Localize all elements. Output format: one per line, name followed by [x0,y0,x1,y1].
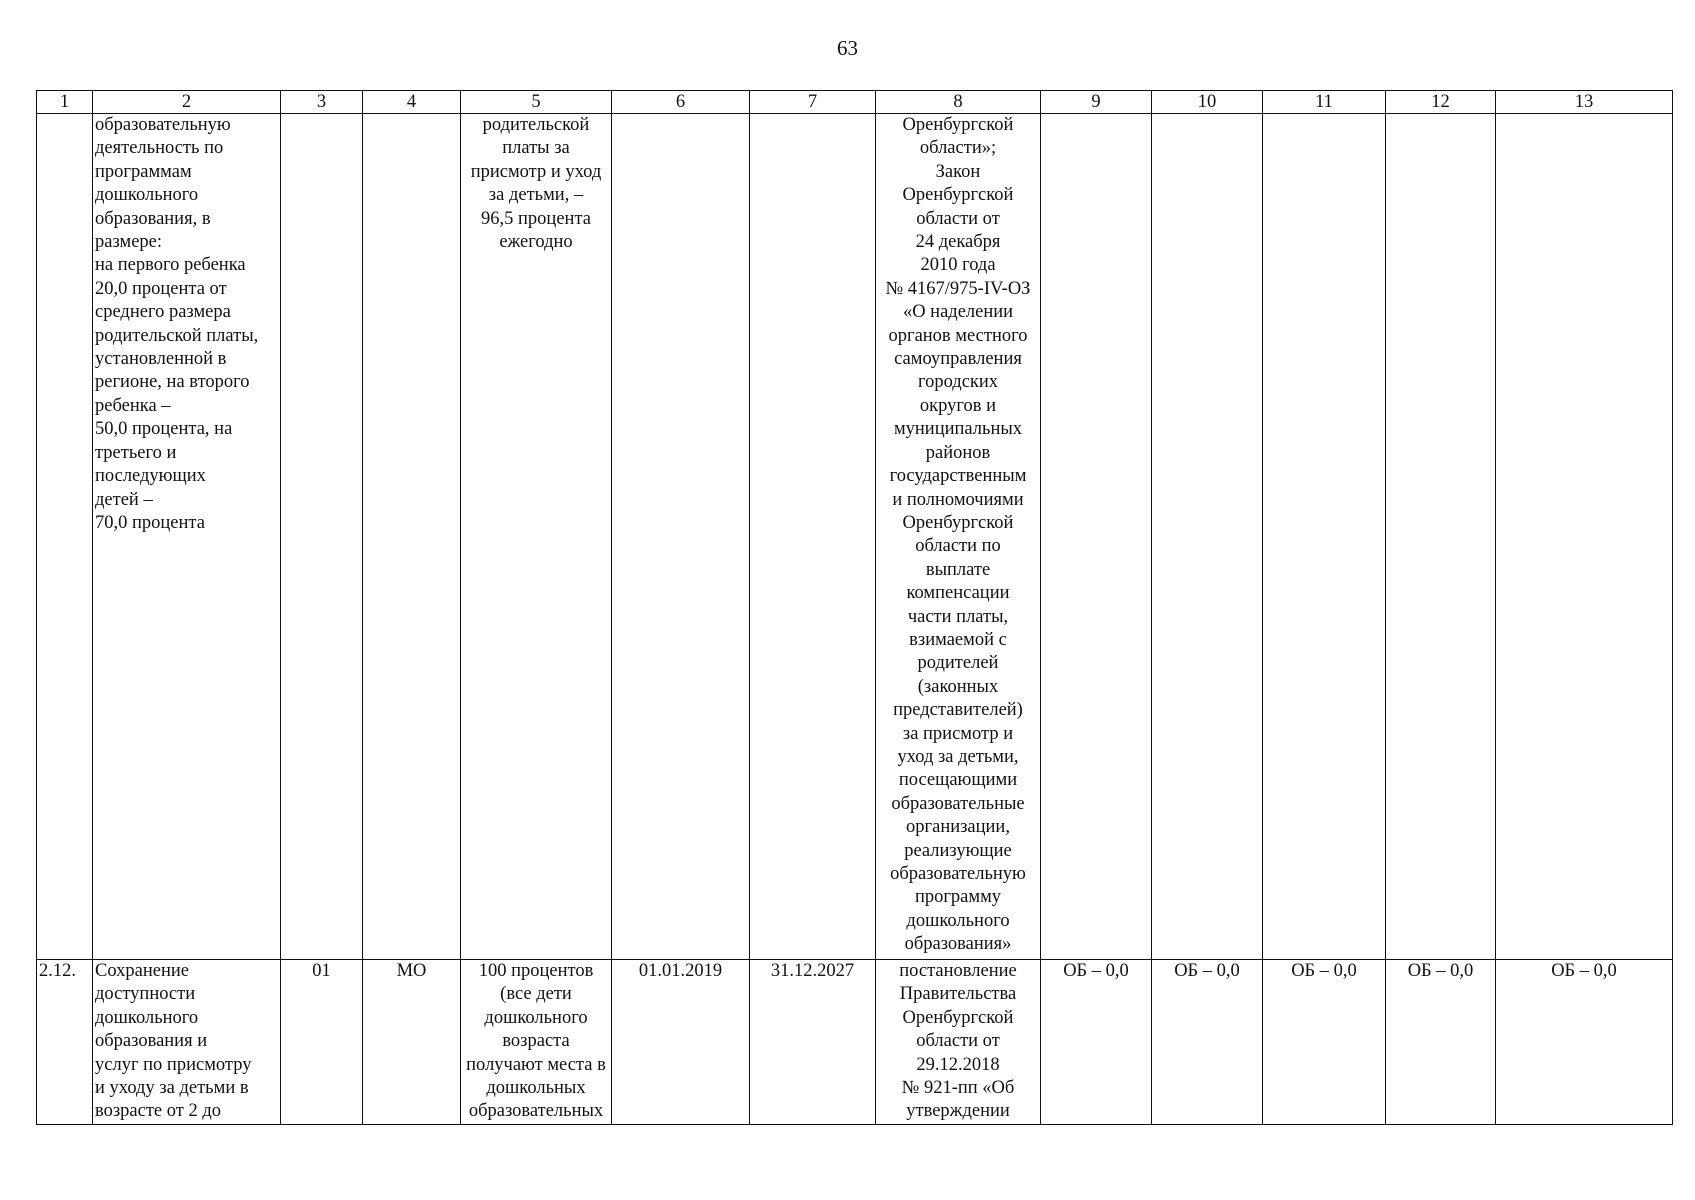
column-number-row [37,91,1673,114]
column-header-8: 8 [876,91,1041,114]
cell-col9 [1041,114,1152,960]
column-header-13: 13 [1496,91,1673,114]
cell-indicator: 100 процентов (все дети дошкольного возраста получают места в дошкольных образовательных [461,960,612,1125]
cell-legal-basis: постановление Правительства Оренбургской области от 29.12.2018 № 921-пп «Об утверждении [876,960,1041,1125]
column-header-12: 12 [1386,91,1496,114]
cell-col11 [1263,114,1386,960]
cell-end-date: 31.12.2027 [750,960,876,1125]
column-header-7: 7 [750,91,876,114]
cell-funding-9: ОБ – 0,0 [1041,960,1152,1125]
cell-col3: 01 [281,960,363,1125]
cell-number [37,114,93,960]
column-header-6: 6 [612,91,750,114]
column-header-5: 5 [461,91,612,114]
cell-col12 [1386,114,1496,960]
cell-col3 [281,114,363,960]
cell-number: 2.12. [37,960,93,1125]
cell-funding-12: ОБ – 0,0 [1386,960,1496,1125]
cell-measure-description: образовательную деятельность по программам дошкольного образования, в размере: на первого ребенка 20,0 процента от среднего размера родительской платы, установленной в регионе, на второго ребенка – 50,0 процента, на третьего и последующих детей – 70,0 процента [93,114,281,960]
cell-start-date [612,114,750,960]
cell-col10 [1152,114,1263,960]
cell-funding-13: ОБ – 0,0 [1496,960,1673,1125]
column-header-10: 10 [1152,91,1263,114]
cell-end-date [750,114,876,960]
cell-funding-10: ОБ – 0,0 [1152,960,1263,1125]
cell-start-date: 01.01.2019 [612,960,750,1125]
table-row-continuation [37,114,1673,960]
cell-indicator: родительской платы за присмотр и уход за детьми, – 96,5 процента ежегодно [461,114,612,960]
table-row-2-12 [37,960,1673,1125]
column-header-4: 4 [363,91,461,114]
column-header-11: 11 [1263,91,1386,114]
cell-col4 [363,114,461,960]
cell-legal-basis: Оренбургской области»; Закон Оренбургской области от 24 декабря 2010 года № 4167/975-IV-ОЗ «О наделении органов местного самоуправления городских округов и муниципальных районов государственным и полномочиями Оренбургской области по выплате компенсации части платы, взимаемой с родителей (законных представителей) за присмотр и уход за детьми, посещающими образовательные организации, реализующие образовательную программу дошкольного образования» [876,114,1041,960]
program-activities-table [36,90,1673,1125]
cell-col4: МО [363,960,461,1125]
column-header-3: 3 [281,91,363,114]
column-header-2: 2 [93,91,281,114]
column-header-9: 9 [1041,91,1152,114]
column-header-1: 1 [37,91,93,114]
cell-col13 [1496,114,1673,960]
page-number: 63 [837,36,858,60]
cell-measure-description: Сохранение доступности дошкольного образования и услуг по присмотру и уходу за детьми в возрасте от 2 до [93,960,281,1125]
cell-funding-11: ОБ – 0,0 [1263,960,1386,1125]
